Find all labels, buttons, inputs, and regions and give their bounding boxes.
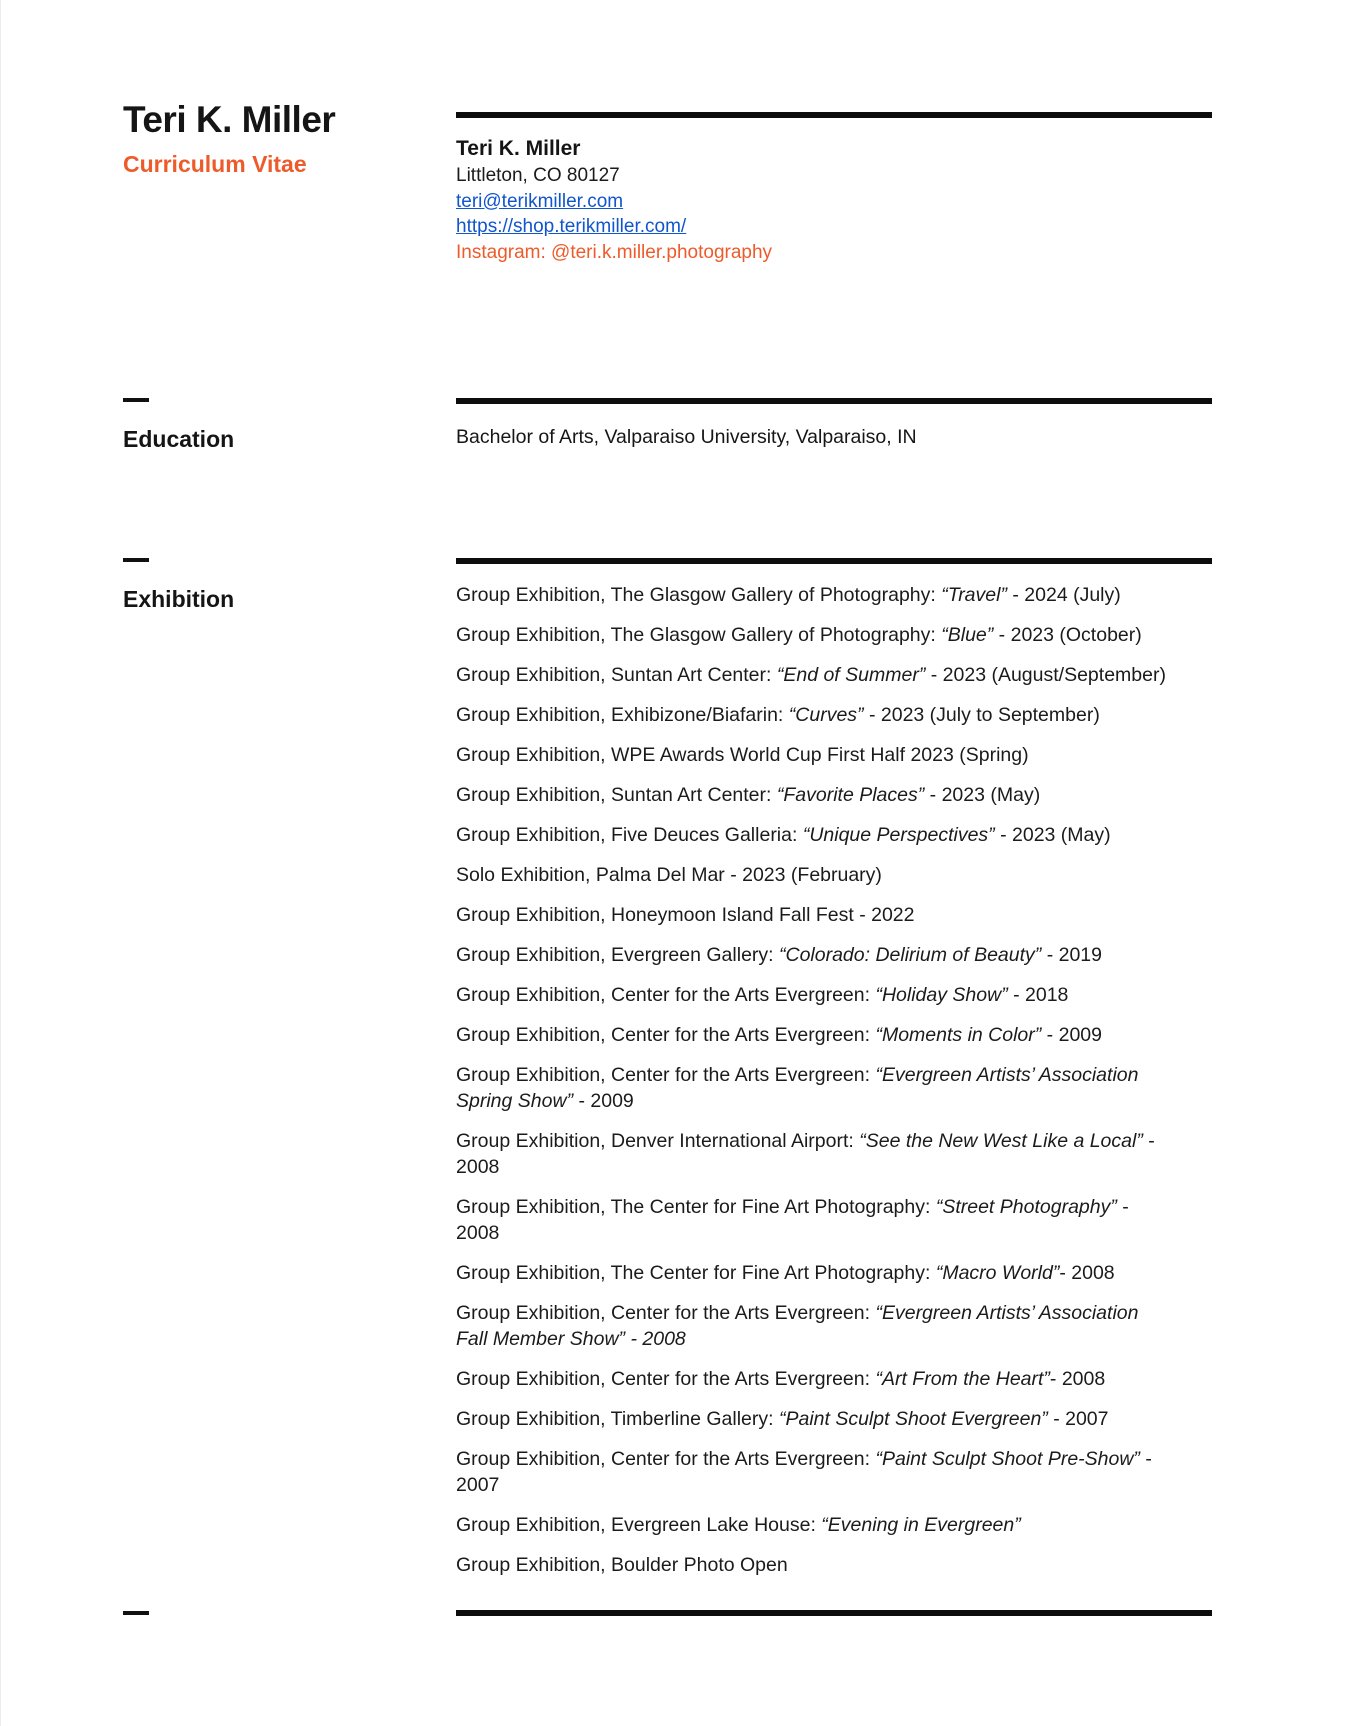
- email-link[interactable]: teri@terikmiller.com: [456, 190, 624, 212]
- footer-rule-block: [456, 1610, 1212, 1616]
- education-divider: [456, 398, 1212, 404]
- contact-location: Littleton, CO 80127: [456, 165, 620, 186]
- education-heading-block: [123, 398, 456, 454]
- exhibition-entry: Group Exhibition, Five Deuces Galleria: “Unique Perspectives” - 2023 (May): [456, 824, 1111, 846]
- exhibition-entry: Group Exhibition, The Glasgow Gallery of Photography: “Travel” - 2024 (July): [456, 584, 1121, 606]
- exhibition-list: [456, 582, 1212, 1578]
- website-link[interactable]: https://shop.terikmiller.com/: [456, 216, 687, 237]
- footer-divider: [456, 1610, 1212, 1616]
- exhibition-entry: Group Exhibition, Center for the Arts Evergreen: “Evergreen Artists’ Association Fall Member Show” - 2008: [456, 1302, 1139, 1350]
- exhibition-entry: Group Exhibition, WPE Awards World Cup First Half 2023 (Spring): [456, 744, 1029, 766]
- instagram-handle: Instagram: @teri.k.miller.photography: [456, 241, 773, 263]
- contact-info: [456, 135, 1212, 265]
- page-title: Teri K. Miller: [123, 99, 336, 140]
- section-dash-icon: [123, 558, 149, 562]
- exhibition-content: [456, 558, 1212, 1592]
- contact-block: [456, 100, 1212, 265]
- education-content: [456, 398, 1212, 454]
- header-divider: [456, 112, 1212, 118]
- footer: [123, 1610, 1360, 1616]
- exhibition-entry: Group Exhibition, The Glasgow Gallery of Photography: “Blue” - 2023 (October): [456, 624, 1142, 646]
- header: [123, 100, 1360, 265]
- footer-dash-block: [123, 1610, 456, 1616]
- exhibition-entry: Group Exhibition, Denver International Airport: “See the New West Like a Local” - 2008: [456, 1130, 1155, 1178]
- exhibition-heading-block: [123, 558, 456, 1592]
- exhibition-section: [123, 558, 1360, 1592]
- exhibition-entry: Solo Exhibition, Palma Del Mar - 2023 (February): [456, 864, 882, 886]
- exhibition-entry: Group Exhibition, The Center for Fine Art Photography: “Street Photography” - 2008: [456, 1196, 1129, 1244]
- title-block: [123, 100, 456, 265]
- exhibition-entry: Group Exhibition, Timberline Gallery: “Paint Sculpt Shoot Evergreen” - 2007: [456, 1408, 1109, 1430]
- exhibition-entry: Group Exhibition, Honeymoon Island Fall Fest - 2022: [456, 904, 915, 926]
- education-detail: Bachelor of Arts, Valparaiso University, Valparaiso, IN: [456, 426, 917, 448]
- exhibition-entry: Group Exhibition, Evergreen Lake House: “Evening in Evergreen”: [456, 1514, 1021, 1536]
- education-heading: Education: [123, 426, 235, 452]
- contact-name: Teri K. Miller: [456, 137, 581, 160]
- exhibition-entry: Group Exhibition, Suntan Art Center: “Favorite Places” - 2023 (May): [456, 784, 1041, 806]
- section-dash-icon: [123, 1611, 149, 1615]
- exhibition-divider: [456, 558, 1212, 564]
- exhibition-entry: Group Exhibition, The Center for Fine Art Photography: “Macro World”- 2008: [456, 1262, 1115, 1284]
- exhibition-heading: Exhibition: [123, 586, 235, 612]
- exhibition-entry: Group Exhibition, Exhibizone/Biafarin: “Curves” - 2023 (July to September): [456, 704, 1100, 726]
- exhibition-entry: Group Exhibition, Center for the Arts Evergreen: “Moments in Color” - 2009: [456, 1024, 1102, 1046]
- section-dash-icon: [123, 398, 149, 402]
- exhibition-entry: Group Exhibition, Center for the Arts Evergreen: “Holiday Show” - 2018: [456, 984, 1069, 1006]
- education-section: [123, 398, 1360, 454]
- exhibition-entry: Group Exhibition, Boulder Photo Open: [456, 1554, 788, 1576]
- exhibition-entry: Group Exhibition, Suntan Art Center: “End of Summer” - 2023 (August/September): [456, 664, 1166, 686]
- exhibition-entry: Group Exhibition, Center for the Arts Evergreen: “Evergreen Artists’ Association Spring Show” - 2009: [456, 1064, 1139, 1112]
- exhibition-entry: Group Exhibition, Evergreen Gallery: “Colorado: Delirium of Beauty” - 2019: [456, 944, 1102, 966]
- page-subtitle: Curriculum Vitae: [123, 151, 307, 177]
- exhibition-entry: Group Exhibition, Center for the Arts Evergreen: “Paint Sculpt Shoot Pre-Show” - 2007: [456, 1448, 1152, 1496]
- exhibition-entry: Group Exhibition, Center for the Arts Evergreen: “Art From the Heart”- 2008: [456, 1368, 1106, 1390]
